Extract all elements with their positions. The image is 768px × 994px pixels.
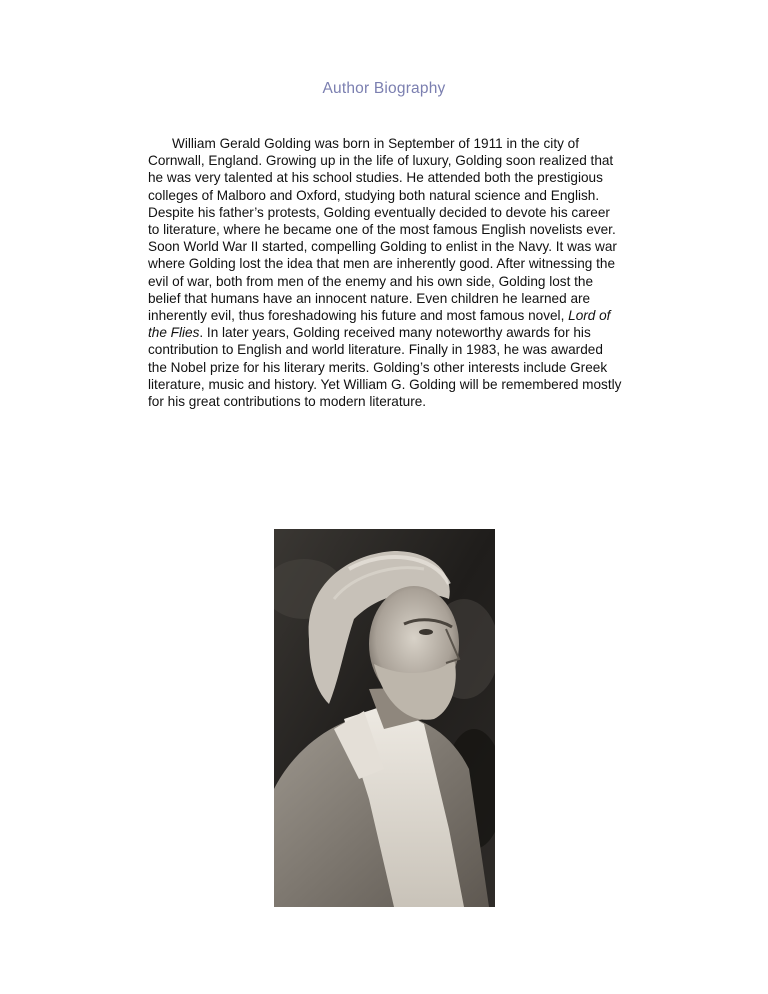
bio-text-part-2: . In later years, Golding received many noteworthy awards for his contribution to English and world literature. Finally in 1983, he was awarded the Nobel prize for his literary merits. Golding’s other interests include Greek literature, music and history. Yet William G. Golding will be remembered mostly for his great contributions to modern literature.	[148, 325, 622, 410]
page-title: Author Biography	[322, 80, 446, 97]
biography-paragraph	[148, 135, 623, 410]
author-portrait-photo	[274, 529, 495, 907]
book-title-italic: Lord of the Flies	[148, 308, 611, 341]
bio-text-part-1: William Gerald Golding was born in September of 1911 in the city of Cornwall, England. Growing up in the life of luxury, Golding soon realized that he was very talented at his school studies. He attended both the prestigious colleges of Malboro and Oxford, studying both natural science and English. Despite his father’s protests, Golding eventually decided to devote his career to literature, where he became one of the most famous English novelists ever. Soon World War II started, compelling Golding to enlist in the Navy. It was war where Golding lost the idea that men are inherently good. After witnessing the evil of war, both from men of the enemy and his own side, Golding lost the belief that humans have an innocent nature. Even children he learned are inherently evil, thus foreshadowing his future and most famous novel,	[148, 136, 617, 324]
